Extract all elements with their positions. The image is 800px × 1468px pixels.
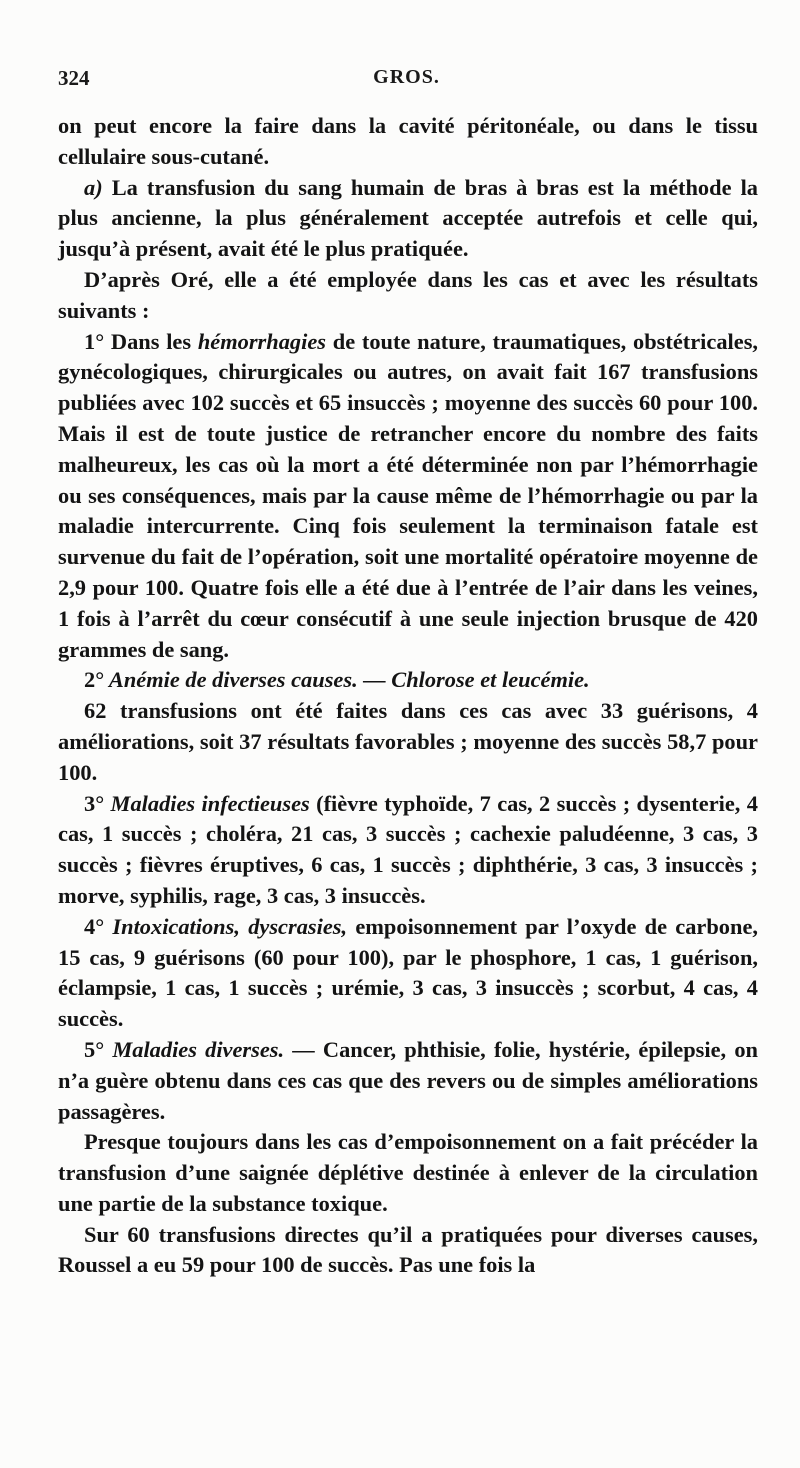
paragraph	[58, 696, 758, 788]
italic-term: Intoxications, dyscrasies,	[104, 913, 348, 939]
italic-term: hémorrhagies	[197, 328, 326, 354]
list-number: 1°	[84, 328, 105, 354]
paragraph-text: empoisonnement par l’oxyde de carbone, 15 cas, 9 guérisons (60 pour 100), par le phosphore, 1 cas, 1 guérison, éclampsie, 1 cas, 1 succès ; urémie, 3 cas, 3 insuccès ; scorbut, 4 cas, 4 succès.	[58, 913, 758, 1032]
paragraph	[58, 111, 758, 173]
list-number: 5°	[84, 1036, 105, 1062]
italic-term: Maladies infectieuses	[104, 790, 310, 816]
page-number: 324	[58, 66, 90, 90]
paragraph	[58, 912, 758, 1035]
paragraph	[58, 173, 758, 265]
paragraph	[58, 789, 758, 912]
paragraph-text: Sur 60 transfusions directes qu’il a pratiquées pour diverses causes, Roussel a eu 59 pour 100 de succès. Pas une fois la	[58, 1221, 758, 1278]
paragraph	[58, 1035, 758, 1127]
paragraph-text: Dans les	[104, 328, 198, 354]
italic-term: Anémie de diverses causes. — Chlorose et leucémie.	[104, 667, 590, 693]
italic-term: Maladies diverses.	[104, 1036, 285, 1062]
paragraph-text: on peut encore la faire dans la cavité péritonéale, ou dans le tissu cellulaire sous-cutané.	[58, 113, 758, 169]
paragraph	[58, 265, 758, 327]
paragraph-text: 62 transfusions ont été faites dans ces cas avec 33 guérisons, 4 améliorations, soit 37 résultats favorables ; moyenne des succès 58,7 pour 100.	[58, 698, 758, 785]
paragraph-text: de toute nature, traumatiques, obstétricales, gynécologiques, chirurgicales ou autres, on avait fait 167 transfusions publiées avec 102 succès et 65 insuccès ; moyenne des succès 60 pour 100. Mais il est de toute justice de retrancher encore du nombre des faits malheureux, les cas où la mort a été déterminée non par l’hémorrhagie ou ses conséquences, mais par la cause même de l’hémorrhagie ou par la maladie intercurrente. Cinq fois seulement la terminaison fatale est survenue du fait de l’opération, soit une mortalité opératoire moyenne de 2,9 pour 100. Quatre fois elle a été due à l’entrée de l’air dans les veines, 1 fois à l’arrêt du cœur consécutif à une seule injection brusque de 420 grammes de sang.	[58, 328, 758, 662]
paragraph	[58, 1220, 758, 1282]
list-number: 2°	[84, 667, 105, 693]
paragraph-text: — Cancer, phthisie, folie, hystérie, épilepsie, on n’a guère obtenu dans ces cas que des revers ou de simples améliorations passagères.	[58, 1036, 758, 1124]
list-number: 3°	[84, 790, 105, 816]
paragraph	[58, 665, 758, 696]
paragraph-text: La transfusion du sang humain de bras à bras est la méthode la plus ancienne, la plus généralement acceptée autrefois et celle qui, jusqu’à présent, avait été le plus pratiquée.	[58, 174, 758, 262]
paragraph	[58, 1127, 758, 1219]
list-number: 4°	[84, 913, 105, 939]
page-header	[58, 66, 755, 96]
paragraph-text: Presque toujours dans les cas d’empoisonnement on a fait précéder la transfusion d’une saignée déplétive destinée à enlever de la circulation une partie de la substance toxique.	[58, 1129, 758, 1216]
paragraph-text: D’après Oré, elle a été employée dans les cas et avec les résultats suivants :	[58, 266, 758, 323]
paragraph	[58, 327, 758, 666]
page-body	[58, 111, 758, 1281]
paragraph-text: (fièvre typhoïde, 7 cas, 2 succès ; dysenterie, 4 cas, 1 succès ; choléra, 21 cas, 3 succès ; cachexie paludéenne, 3 cas, 3 succès ; fièvres éruptives, 6 cas, 1 succès ; diphthérie, 3 cas, 3 insuccès ; morve, syphilis, rage, 3 cas, 3 insuccès.	[58, 790, 758, 908]
list-label: a)	[84, 174, 103, 200]
running-title: GROS.	[373, 66, 440, 88]
